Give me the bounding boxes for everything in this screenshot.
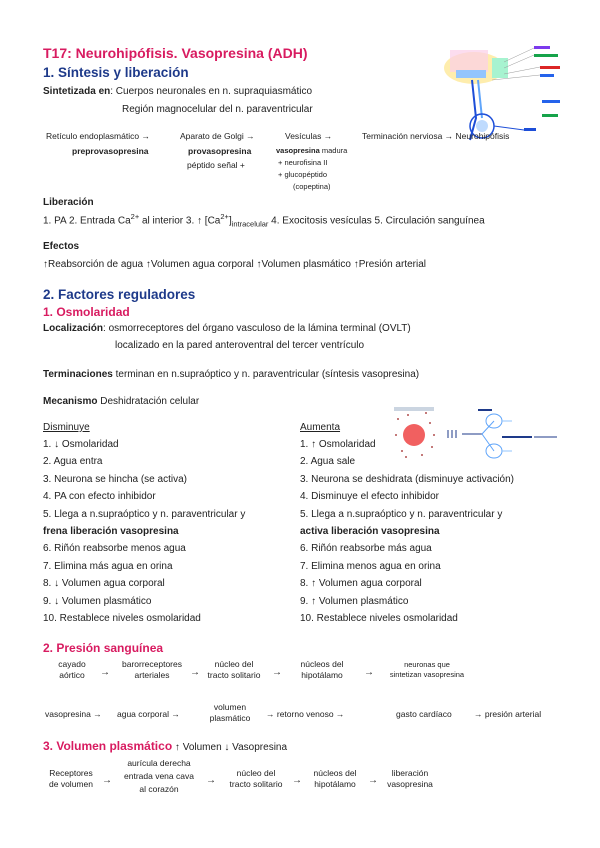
list-item: 7. Elimina más agua en orina xyxy=(43,560,173,572)
list-item: activa liberación vasopresina xyxy=(300,526,440,538)
disminuye-heading: Disminuye xyxy=(43,422,90,433)
flow-vasopresina xyxy=(276,146,347,156)
ps-nucleo-tracto xyxy=(198,659,270,681)
lib-sup-a: 2+ xyxy=(130,212,140,221)
list-item: 9. ↑ Volumen plasmático xyxy=(300,595,409,607)
list-item: 4. PA con efecto inhibidor xyxy=(43,491,156,503)
ps-baro-1: barorreceptores xyxy=(121,659,182,669)
mecanismo-label: Mecanismo xyxy=(43,396,98,407)
vp-rec-2: de volumen xyxy=(49,779,93,789)
list-item: 9. ↓ Volumen plasmático xyxy=(43,595,152,607)
list-item: 8. ↓ Volumen agua corporal xyxy=(43,578,165,590)
flow-madura: madura xyxy=(319,146,348,155)
arrow-icon: → xyxy=(206,775,216,786)
vp-auricula xyxy=(114,757,204,796)
ps2-agua-corporal: agua corporal → xyxy=(117,709,180,719)
flow-reticulo: Retículo endoplasmático → xyxy=(46,131,150,141)
ps-cayado-2: aórtico xyxy=(59,670,85,680)
lib-part-b: al interior 3. ↑ [Ca xyxy=(139,215,221,227)
list-item: 4. Disminuye el efecto inhibidor xyxy=(300,491,439,503)
vp-receptores xyxy=(42,768,100,790)
lib-part-d: 4. Exocitosis vesículas 5. Circulación sanguínea xyxy=(268,215,485,227)
list-item: 10. Restablece niveles osmolaridad xyxy=(43,613,201,625)
list-item: 1. ↓ Osmolaridad xyxy=(43,439,119,450)
synthesis-label: Sintetizada en xyxy=(43,86,111,97)
presion-heading: 2. Presión sanguínea xyxy=(43,641,164,655)
section-1-heading: 1. Síntesis y liberación xyxy=(43,65,189,80)
vp-nuc-2: tracto solitario xyxy=(229,779,283,789)
vp-nucleo-tracto xyxy=(220,768,292,790)
osmoreceptor-diagram-image xyxy=(392,405,572,465)
volumen-heading-rest: ↑ Volumen ↓ Vasopresina xyxy=(172,742,288,753)
terminaciones-line xyxy=(43,368,419,381)
ps-neuronas-2: sintetizan vasopresina xyxy=(389,670,465,679)
ps-cayado xyxy=(50,659,94,681)
vp-liberacion xyxy=(378,768,442,790)
flow-glucopeptido: + glucopéptido xyxy=(278,170,327,179)
flow-terminacion: Terminación nerviosa → Neurohipófisis xyxy=(362,131,510,141)
efectos-text: ↑Reabsorción de agua ↑Volumen agua corporal ↑Volumen plasmático ↑Presión arterial xyxy=(43,259,426,270)
ps2-retorno-venoso: → retorno venoso → xyxy=(266,709,345,719)
vp-aur-1: aurícula derecha xyxy=(127,758,191,768)
mecanismo-line xyxy=(43,395,199,408)
vp-rec-1: Receptores xyxy=(49,768,93,778)
ps2-vol-1: volumen xyxy=(213,702,247,712)
volumen-heading-bold: 3. Volumen plasmático xyxy=(43,739,173,753)
mecanismo-text: Deshidratación celular xyxy=(97,396,200,407)
ps2-vasopresina: vasopresina → xyxy=(45,709,102,719)
list-item: 10. Restablece niveles osmolaridad xyxy=(300,613,458,625)
flow-copeptina: (copeptina) xyxy=(293,182,331,191)
localizacion-line-1 xyxy=(43,322,411,335)
list-item: 6. Riñón reabsorbe menos agua xyxy=(43,543,186,555)
ps2-gasto-cardiaco: gasto cardíaco xyxy=(396,709,452,719)
volumen-heading xyxy=(43,740,287,754)
liberacion-steps xyxy=(43,212,485,229)
lib-sub-intracelular: intracelular xyxy=(231,219,269,229)
aumenta-heading: Aumenta xyxy=(300,422,341,433)
disminuye-list xyxy=(43,436,288,627)
lib-sup-b: 2+ xyxy=(220,212,229,221)
ps-nucleos-hipotalamo xyxy=(290,659,354,681)
vp-lib-2: vasopresina xyxy=(387,779,433,789)
list-item: 2. Agua entra xyxy=(43,456,103,468)
ps-baro-2: arteriales xyxy=(134,670,170,680)
synthesis-line-1 xyxy=(43,85,312,98)
flow-golgi: Aparato de Golgi → xyxy=(180,131,255,141)
ps-neuronas-1: neuronas que xyxy=(404,660,450,669)
flow-peptido: péptido señal + xyxy=(187,160,245,170)
section-2-heading: 2. Factores reguladores xyxy=(43,287,196,302)
lib-part-c: ] xyxy=(228,215,232,227)
list-item: frena liberación vasopresina xyxy=(43,526,179,538)
list-item: 1. ↑ Osmolaridad xyxy=(300,439,376,450)
vp-nucleos-hipotalamo xyxy=(304,768,366,790)
ps-cayado-1: cayado xyxy=(58,659,86,669)
arrow-icon: → xyxy=(102,775,112,786)
synthesis-line-2: Región magnocelular del n. paraventricular xyxy=(122,104,313,115)
list-item: 2. Agua sale xyxy=(300,456,356,468)
ps-barorreceptores xyxy=(112,659,192,681)
list-item: 5. Llega a n.supraóptico y n. paraventricular y xyxy=(300,508,503,520)
lib-part-a: 1. PA 2. Entrada Ca xyxy=(43,215,131,227)
ps-nucleo-1: núcleo del xyxy=(214,659,254,669)
flow-preprovasopresina: preprovasopresina xyxy=(72,146,149,156)
flow-vasopresina-bold: vasopresina xyxy=(276,146,320,155)
arrow-icon: → xyxy=(364,667,374,678)
arrow-icon: → xyxy=(190,667,200,678)
ps2-volumen-plasmatico xyxy=(202,702,258,724)
list-item: 6. Riñón reabsorbe más agua xyxy=(300,543,432,555)
osmolaridad-heading: 1. Osmolaridad xyxy=(43,305,130,319)
liberacion-heading: Liberación xyxy=(43,197,94,208)
flow-provasopresina: provasopresina xyxy=(188,146,252,156)
ps-neuronas xyxy=(372,660,482,680)
list-item: 3. Neurona se deshidrata (disminuye activación) xyxy=(300,473,514,485)
ps2-vol-2: plasmático xyxy=(209,713,251,723)
vp-nuc-1: núcleo del xyxy=(236,768,276,778)
efectos-heading: Efectos xyxy=(43,241,80,252)
terminaciones-text: terminan en n.supraóptico y n. paraventricular (síntesis vasopresina) xyxy=(112,369,420,380)
synthesis-text: : Cuerpos neuronales en n. supraquiasmático xyxy=(110,86,313,97)
arrow-icon: → xyxy=(368,775,378,786)
localizacion-line-2: localizado en la pared anteroventral del tercer ventrículo xyxy=(115,340,365,351)
page-title: T17: Neurohipófisis. Vasopresina (ADH) xyxy=(43,45,308,61)
list-item: 3. Neurona se hincha (se activa) xyxy=(43,473,187,485)
terminaciones-label: Terminaciones xyxy=(43,369,113,380)
list-item: 7. Elimina menos agua en orina xyxy=(300,560,441,572)
arrow-icon: → xyxy=(292,775,302,786)
vp-aur-2: entrada vena cava xyxy=(124,771,194,781)
flow-neurofisina: + neurofisina II xyxy=(278,158,328,167)
ps-hipo-2: hipotálamo xyxy=(301,670,343,680)
vp-lib-1: liberación xyxy=(391,768,429,778)
vp-hipo-1: núcleos del xyxy=(313,768,357,778)
vp-aur-3: al corazón xyxy=(139,784,179,794)
list-item: 8. ↑ Volumen agua corporal xyxy=(300,578,422,590)
ps-hipo-1: núcleos del xyxy=(300,659,344,669)
arrow-icon: → xyxy=(272,667,282,678)
list-item: 5. Llega a n.supraóptico y n. paraventricular y xyxy=(43,508,246,520)
localizacion-label: Localización xyxy=(43,323,104,334)
vp-hipo-2: hipotálamo xyxy=(314,779,356,789)
ps-nucleo-2: tracto solitario xyxy=(207,670,261,680)
ps2-presion-arterial: → presión arterial xyxy=(474,709,542,719)
arrow-icon: → xyxy=(100,667,110,678)
flow-vesiculas: Vesículas → xyxy=(285,131,333,141)
localizacion-text: : osmorreceptores del órgano vasculoso de la lámina terminal (OVLT) xyxy=(103,323,411,334)
